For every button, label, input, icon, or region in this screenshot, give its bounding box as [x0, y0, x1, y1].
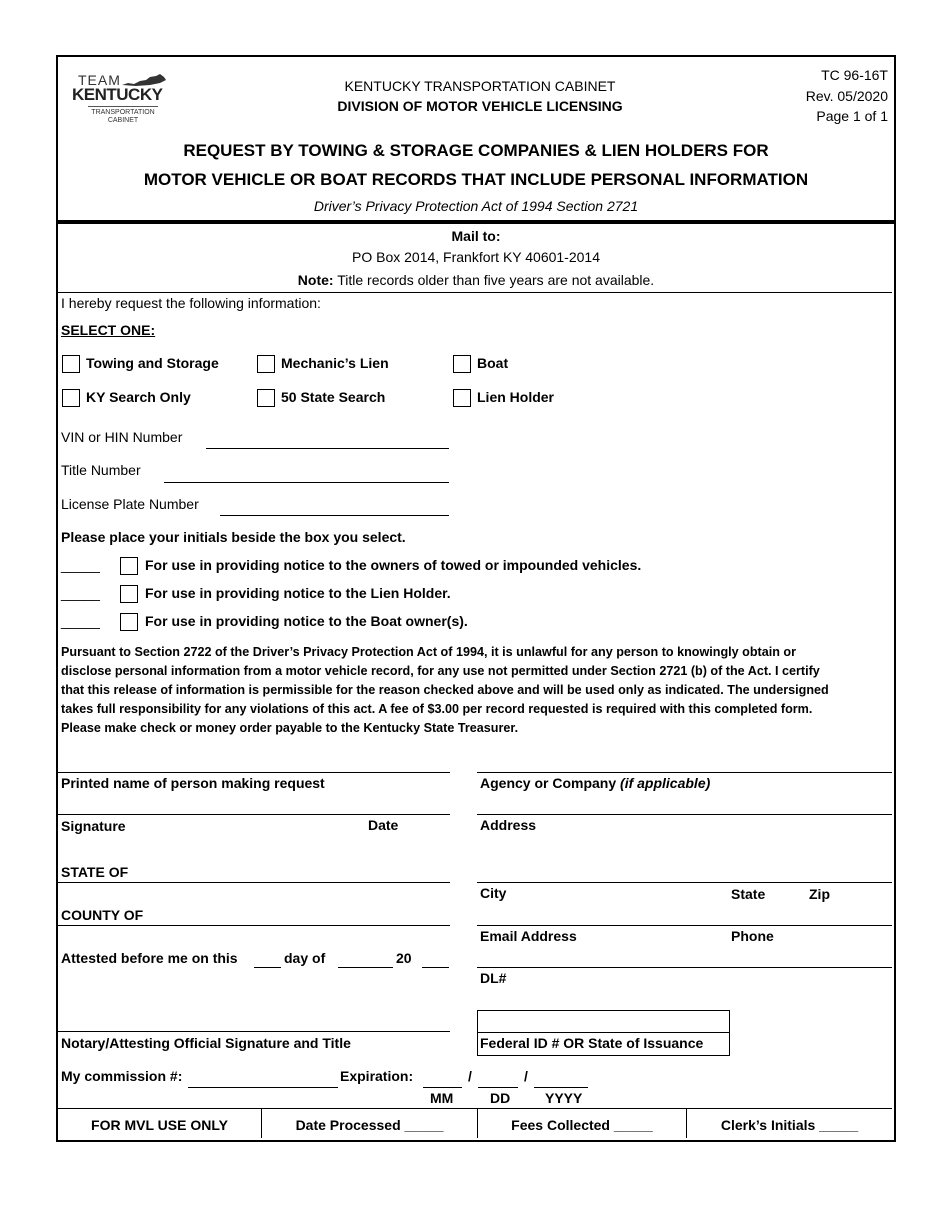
- request-intro: I hereby request the following information:: [61, 295, 321, 311]
- agency-label: [480, 775, 710, 791]
- option-towing-storage: Towing and Storage: [86, 355, 219, 371]
- city-label: City: [480, 885, 507, 901]
- expiration-mm-line[interactable]: [423, 1087, 462, 1088]
- commission-line[interactable]: [188, 1087, 338, 1088]
- form-subtitle: Driver’s Privacy Protection Act of 1994 Section 2721: [313, 198, 639, 214]
- initials-blank-1[interactable]: _____: [61, 557, 100, 573]
- checkbox-50-state-search[interactable]: [257, 389, 275, 407]
- logo-cabinet-text: TRANSPORTATION CABINET: [91, 109, 155, 124]
- title-number-input-line[interactable]: [164, 482, 449, 483]
- note-label: Note:: [297, 272, 334, 288]
- checkbox-ky-search-only[interactable]: [62, 389, 80, 407]
- logo-divider: [88, 106, 158, 107]
- mvl-use-only: FOR MVL USE ONLY: [91, 1117, 228, 1133]
- commission-label: My commission #:: [61, 1068, 183, 1084]
- agency-label-text: Agency or Company: [480, 775, 621, 791]
- page-number: Page 1 of 1: [816, 108, 888, 124]
- attested-label: Attested before me on this: [61, 950, 238, 966]
- note-text: Title records older than five years are not available.: [333, 272, 655, 288]
- legal-line-4: takes full responsibility for any violations of this act. A fee of $3.00 per record requested is required with this completed form.: [61, 702, 813, 716]
- option-mechanics-lien: Mechanic’s Lien: [281, 355, 389, 371]
- date-label: Date: [368, 817, 399, 833]
- legal-line-5: Please make check or money order payable to the Kentucky State Treasurer.: [61, 721, 519, 735]
- address-line[interactable]: [477, 882, 892, 883]
- option-lien-holder: Lien Holder: [477, 389, 555, 405]
- expiration-yyyy-line[interactable]: [534, 1087, 588, 1088]
- county-of-line[interactable]: [58, 925, 450, 926]
- checkbox-boat[interactable]: [453, 355, 471, 373]
- attested-month-line[interactable]: [338, 967, 393, 968]
- signature-label: Signature: [61, 818, 126, 834]
- logo-kentucky-text: KENTUCKY: [72, 85, 163, 104]
- zip-label: Zip: [809, 886, 830, 902]
- footer-top-line: [58, 1108, 892, 1109]
- initials-instruction: Please place your initials beside the box you select.: [61, 529, 406, 545]
- use-boat-owners: For use in providing notice to the Boat owner(s).: [145, 613, 468, 629]
- expiration-mm-label: MM: [430, 1090, 454, 1106]
- city-line[interactable]: [477, 925, 892, 926]
- initials-blank-3[interactable]: _____: [61, 613, 100, 629]
- initials-blank-2[interactable]: _____: [61, 585, 100, 601]
- agency-label-italic: (if applicable): [620, 775, 711, 791]
- agency-line[interactable]: [477, 814, 892, 815]
- mail-address: PO Box 2014, Frankfort KY 40601-2014: [351, 249, 600, 265]
- form-revision: Rev. 05/2020: [805, 88, 888, 104]
- state-of-label: STATE OF: [61, 864, 129, 880]
- checkbox-use-towed[interactable]: [120, 557, 138, 575]
- notary-line[interactable]: [58, 1031, 450, 1032]
- agency-top-line: [477, 772, 892, 773]
- vin-label: VIN or HIN Number: [61, 429, 183, 445]
- logo-team-text: TEAM: [78, 72, 121, 88]
- checkbox-mechanics-lien[interactable]: [257, 355, 275, 373]
- email-label: Email Address: [480, 928, 577, 944]
- form-number: TC 96-16T: [821, 67, 888, 83]
- use-lien-holder: For use in providing notice to the Lien Holder.: [145, 585, 451, 601]
- division-name: DIVISION OF MOTOR VEHICLE LICENSING: [337, 98, 623, 114]
- expiration-slash-1: /: [468, 1068, 472, 1084]
- attested-day-line[interactable]: [254, 967, 281, 968]
- clerk-initials: Clerk’s Initials _____: [720, 1117, 859, 1133]
- form-title-line2: MOTOR VEHICLE OR BOAT RECORDS THAT INCLUDE PERSONAL INFORMATION: [143, 170, 809, 189]
- expiration-label: Expiration:: [340, 1068, 414, 1084]
- form-title-line1: REQUEST BY TOWING & STORAGE COMPANIES & LIEN HOLDERS FOR: [183, 141, 769, 160]
- printed-name-line[interactable]: [58, 814, 450, 815]
- option-boat: Boat: [477, 355, 509, 371]
- state-of-line[interactable]: [58, 882, 450, 883]
- expiration-dd-line[interactable]: [478, 1087, 518, 1088]
- checkbox-use-lien-holder[interactable]: [120, 585, 138, 603]
- county-of-label: COUNTY OF: [61, 907, 144, 923]
- checkbox-use-boat-owner[interactable]: [120, 613, 138, 631]
- fees-collected: Fees Collected _____: [511, 1117, 653, 1133]
- option-50-state-search: 50 State Search: [281, 389, 386, 405]
- notary-label: Notary/Attesting Official Signature and Title: [61, 1035, 351, 1051]
- mail-to-label: Mail to:: [451, 228, 501, 244]
- plate-label: License Plate Number: [61, 496, 199, 512]
- day-of-label: day of: [284, 950, 326, 966]
- expiration-yyyy-label: YYYY: [545, 1090, 583, 1106]
- year-prefix-label: 20: [396, 950, 412, 966]
- agency-name: KENTUCKY TRANSPORTATION CABINET: [344, 78, 616, 94]
- federal-id-label: Federal ID # OR State of Issuance: [480, 1035, 704, 1051]
- checkbox-towing-storage[interactable]: [62, 355, 80, 373]
- mail-divider: [58, 292, 892, 293]
- dl-label: DL#: [480, 970, 507, 986]
- expiration-dd-label: DD: [490, 1090, 511, 1106]
- email-line[interactable]: [477, 967, 892, 968]
- use-towed-vehicles: For use in providing notice to the owners of towed or impounded vehicles.: [145, 557, 642, 573]
- expiration-slash-2: /: [524, 1068, 528, 1084]
- printed-name-label: Printed name of person making request: [61, 775, 325, 791]
- attested-year-line[interactable]: [422, 967, 449, 968]
- legal-line-3: that this release of information is permissible for the reason checked above and will be used only as indicated. The undersigned: [61, 683, 829, 697]
- mail-note: [58, 272, 894, 288]
- option-ky-search-only: KY Search Only: [86, 389, 191, 405]
- checkbox-lien-holder[interactable]: [453, 389, 471, 407]
- legal-line-2: disclose personal information from a motor vehicle record, for any use not permitted under Section 2721 (b) of the Act. I certify: [61, 664, 820, 678]
- printed-name-top-line: [58, 772, 450, 773]
- phone-label: Phone: [731, 928, 774, 944]
- title-number-label: Title Number: [61, 462, 141, 478]
- plate-input-line[interactable]: [220, 515, 449, 516]
- date-processed: Date Processed _____: [295, 1117, 444, 1133]
- address-label: Address: [480, 817, 537, 833]
- vin-input-line[interactable]: [206, 448, 449, 449]
- federal-id-divider: [478, 1032, 729, 1033]
- legal-line-1: Pursuant to Section 2722 of the Driver’s Privacy Protection Act of 1994, it is unlawful for any person to knowingly obtain or: [61, 645, 797, 659]
- state-label: State: [731, 886, 766, 902]
- select-one-heading: SELECT ONE:: [61, 322, 156, 338]
- team-kentucky-logo: [70, 72, 180, 132]
